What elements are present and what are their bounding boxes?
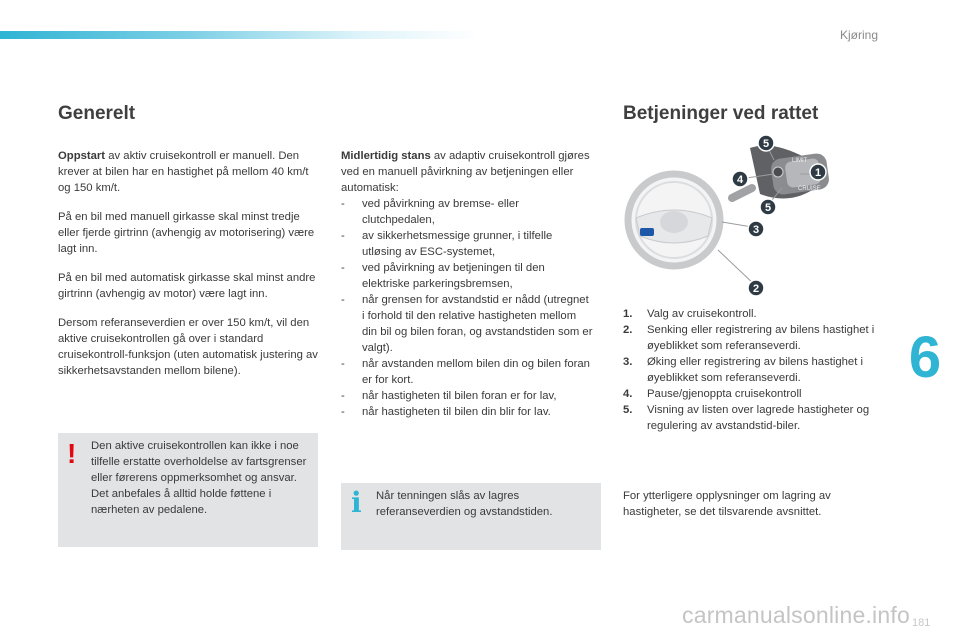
svg-text:5: 5: [762, 138, 770, 150]
paragraph-midlertidig-stans: Midlertidig stans av adaptiv cruisekontroll gjøres ved en manuell påvirkning av betjeningen eller automatisk:: [341, 150, 590, 194]
section-label: Kjøring: [840, 28, 879, 42]
paragraph-manual-gearbox: På en bil med manuell girkasse skal minst tredje eller fjerde girtrinn (avhengig av motorisering) være lagt inn.: [58, 211, 315, 255]
chapter-number: 6: [908, 325, 942, 390]
svg-text:1: 1: [814, 167, 822, 179]
callout-2: [748, 280, 764, 296]
paragraph-oppstart: Oppstart av aktiv cruisekontroll er manuell. Den krever at bilen har en hastighet på mellom 40 km/t og 150 km/t.: [58, 150, 309, 194]
paragraph-automatic-gearbox: På en bil med automatisk girkasse skal minst andre girtrinn (avhengig av motor) være lagt inn.: [58, 272, 316, 300]
warning-box: [58, 433, 318, 547]
stop-conditions-list: [341, 196, 593, 420]
callout-3: [748, 221, 764, 237]
list-item: - ved påvirkning av betjeningen til den elektriske parkeringsbremsen,: [341, 260, 593, 292]
info-text: Når tenningen slås av lagres referanseverdien og avstandstiden.: [376, 490, 553, 518]
svg-text:3: 3: [752, 224, 760, 236]
header-accent-bar: [0, 31, 480, 39]
warning-text-1: Den aktive cruisekontrollen kan ikke i noe tilfelle erstatte overholdelse av fartsgrenser eller førerens oppmerksomhet og ansvar.: [91, 440, 307, 484]
title-generelt: Generelt: [58, 103, 136, 124]
info-box: [341, 483, 601, 550]
warning-icon: !: [67, 438, 77, 469]
list-item: 2. Senking eller registrering av bilens hastighet i øyeblikket som referanseverdi.: [623, 324, 875, 352]
list-item: 3. Øking eller registrering av bilens hastighet i øyeblikket som referanseverdi.: [623, 356, 864, 384]
list-item: - når avstanden mellom bilen din og bilen foran er for kort.: [341, 356, 593, 388]
warning-text-2: Det anbefales å alltid holde føttene i nærheten av pedalene.: [91, 488, 272, 516]
paragraph-reference-value: Dersom referanseverdien er over 150 km/t, vil den aktive cruisekontrollen gå over i standard cruisekontroll-funksjon (uten automatisk justering av sikkerhetsavstanden mellom bilene).: [58, 317, 318, 377]
controls-list: [623, 306, 888, 434]
steering-wheel-icon: [628, 174, 720, 266]
lever-label-limit: LIMIT: [792, 158, 808, 164]
list-item: - av sikkerhetsmessige grunner, i tilfelle utløsing av ESC-systemet,: [341, 228, 593, 260]
callout-5-top: [758, 135, 774, 151]
callout-4: [732, 171, 748, 187]
middle-column: [341, 148, 593, 420]
right-column-list: [623, 306, 888, 434]
lever-label-cruise: CRUISE: [798, 186, 821, 192]
watermark: carmanualsonline.info: [682, 602, 910, 628]
callout-1: [810, 164, 826, 180]
callout-5-bottom: [760, 199, 776, 215]
svg-text:5: 5: [764, 202, 772, 214]
left-column: [58, 148, 323, 392]
info-icon: i: [351, 486, 362, 519]
svg-text:4: 4: [736, 174, 744, 186]
svg-text:2: 2: [752, 283, 760, 295]
right-footer-note: For ytterligere opplysninger om lagring av hastigheter, se det tilsvarende avsnittet.: [623, 490, 831, 518]
list-item: 1. Valg av cruisekontroll.: [623, 308, 757, 320]
list-item: - ved påvirkning av bremse- eller clutchpedalen,: [341, 196, 593, 228]
list-item: - når hastigheten til bilen foran er for lav,: [341, 388, 593, 404]
list-item: - når hastigheten til bilen din blir for lav.: [341, 404, 593, 420]
title-betjeninger: Betjeninger ved rattet: [623, 103, 819, 124]
list-item: 5. Visning av listen over lagrede hastigheter og regulering av avstandstid-biler.: [623, 404, 870, 432]
list-item: - når grensen for avstandstid er nådd (utregnet i forhold til den relative hastigheten mellom din bil og bilen foran, og avstandstiden som er valgt).: [341, 292, 593, 356]
page-number: 181: [912, 617, 931, 629]
list-item: 4. Pause/gjenoppta cruisekontroll: [623, 388, 802, 400]
steering-wheel-illustration: [622, 132, 884, 308]
